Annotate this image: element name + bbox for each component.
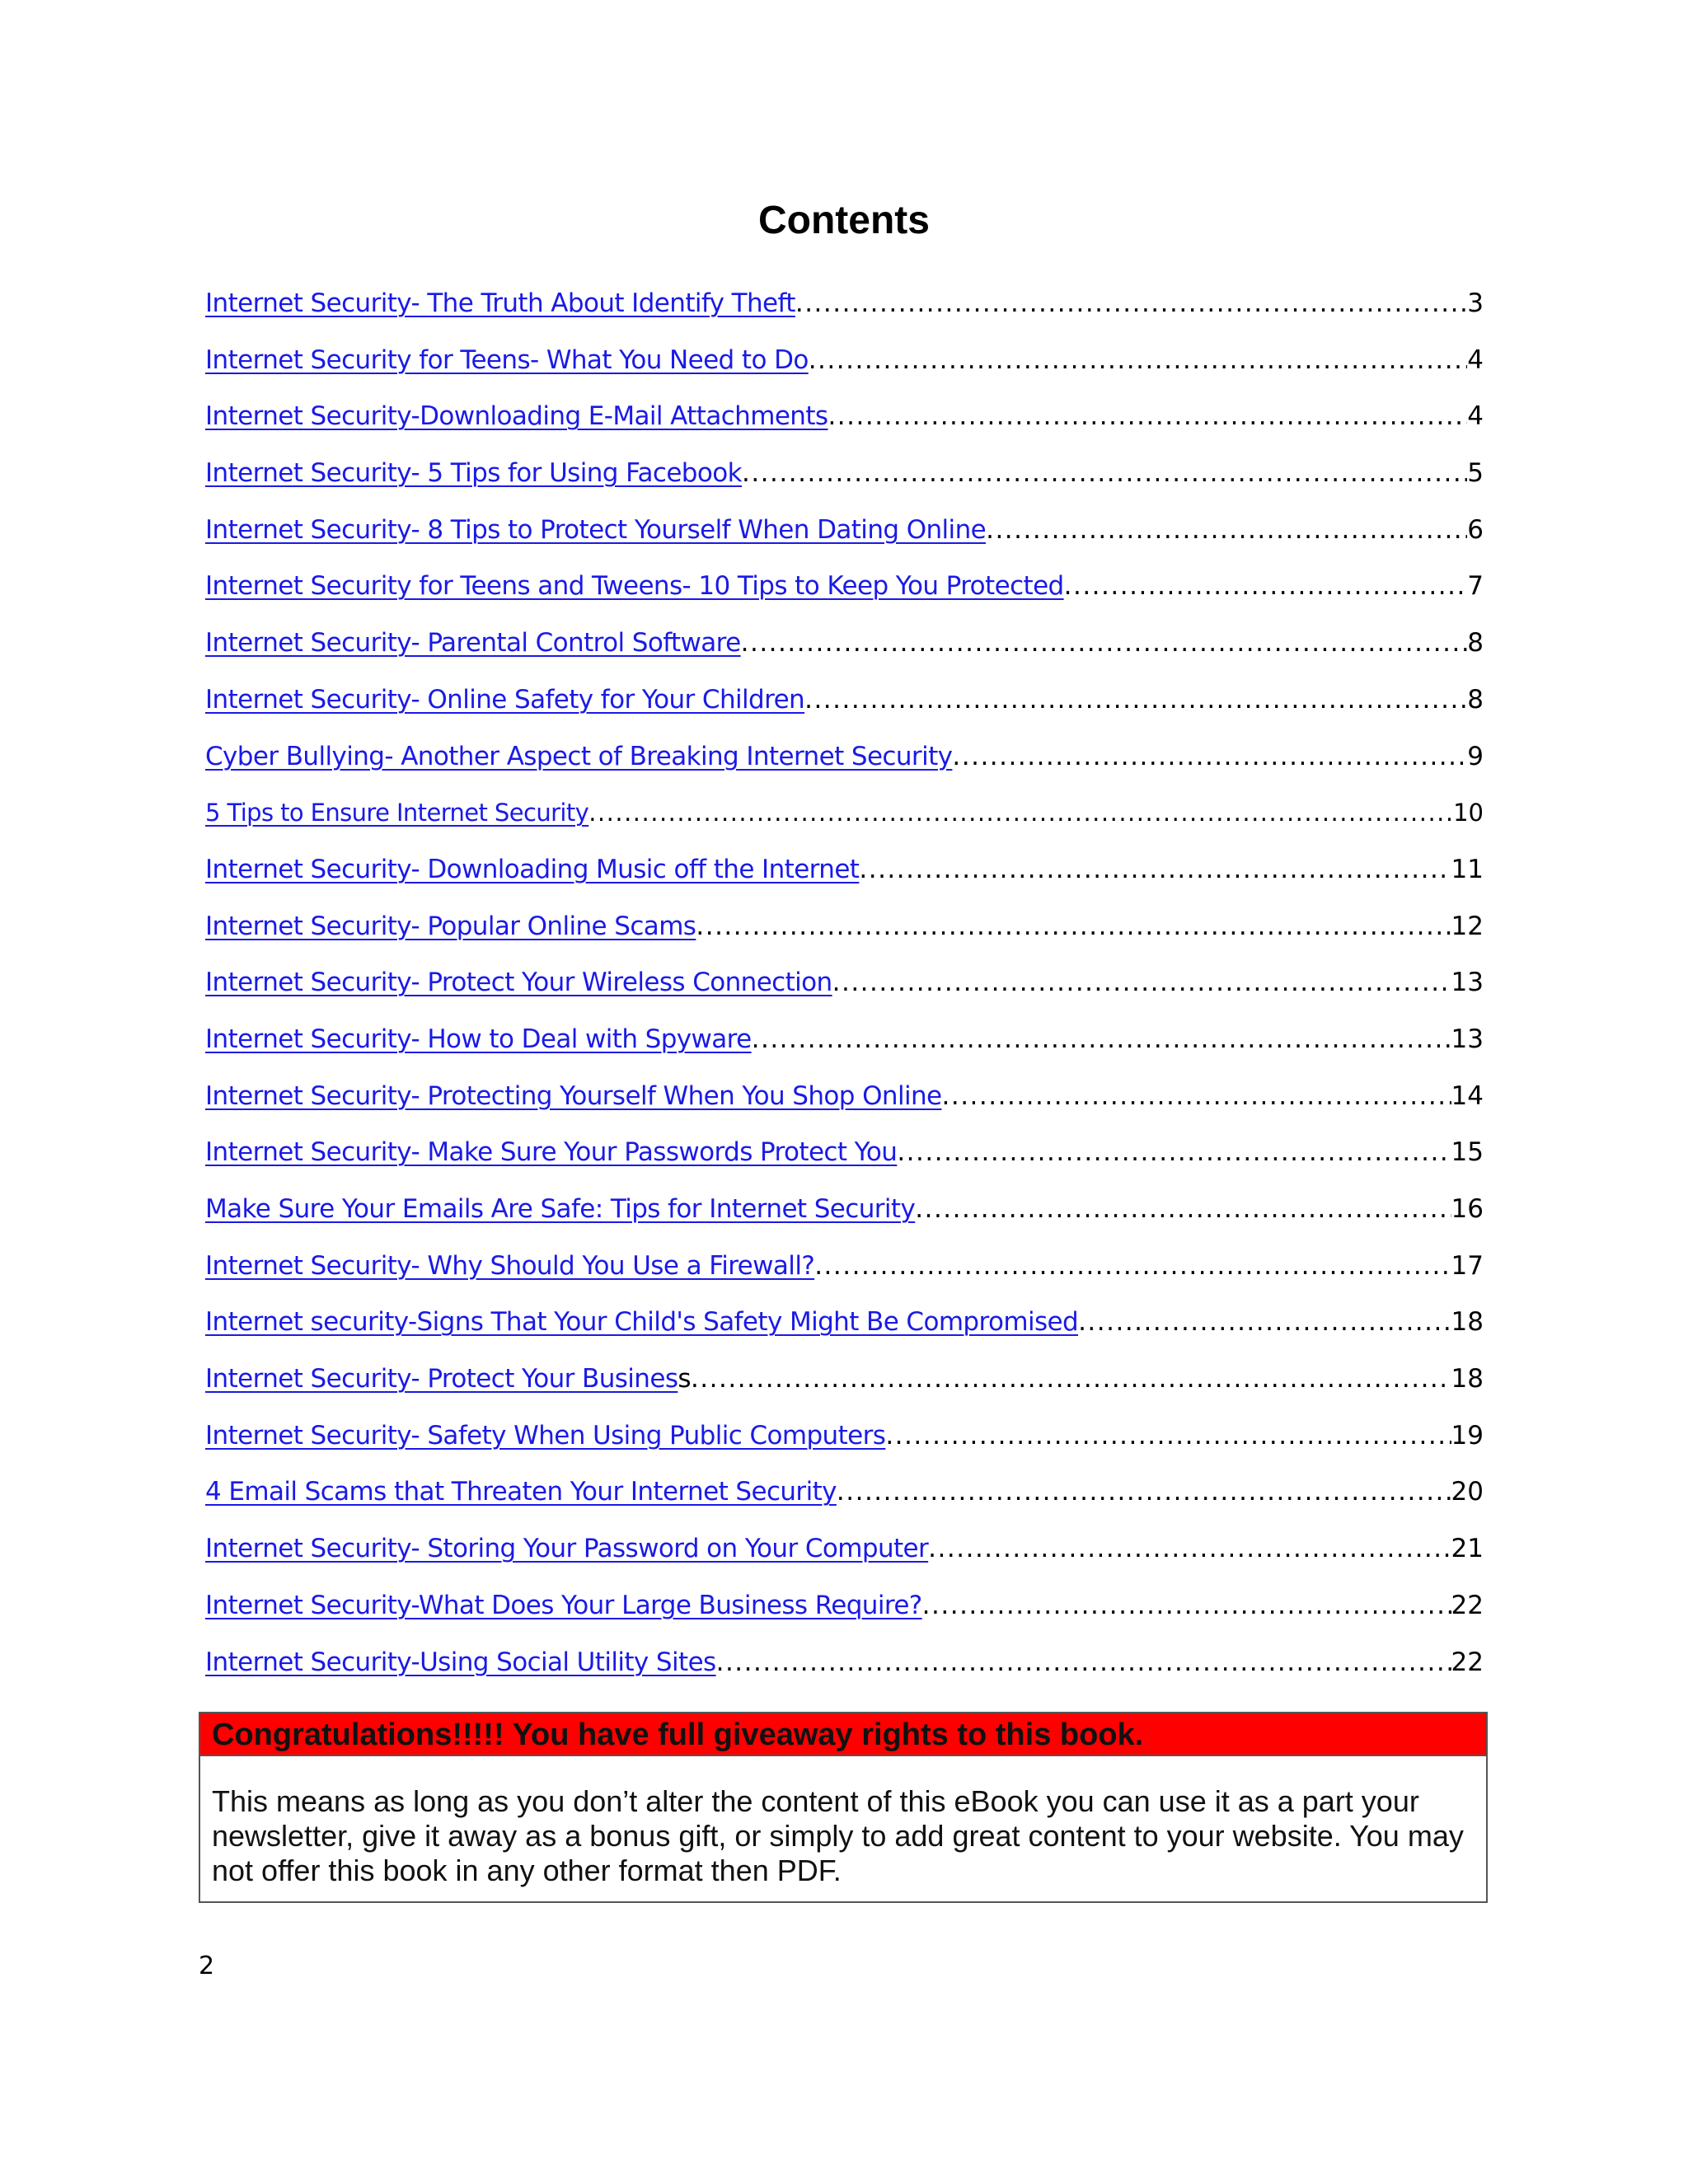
toc-entry-tail: s xyxy=(678,1364,691,1394)
table-of-contents xyxy=(199,282,1487,1697)
toc-page-number: 13 xyxy=(1451,968,1484,998)
toc-page-number: 8 xyxy=(1467,684,1484,715)
toc-entry-link[interactable]: Internet Security- Safety When Using Public Computers xyxy=(205,1420,886,1451)
toc-dot-leader xyxy=(859,848,1451,891)
toc-entry-link[interactable]: Internet Security- Protect Your Wireless Connection xyxy=(205,968,832,998)
toc-entry-link[interactable]: Internet Security- Parental Control Software xyxy=(205,628,741,658)
toc-entry-link[interactable]: Internet Security- Downloading Music off the Internet xyxy=(205,854,860,884)
toc-entry xyxy=(199,1584,1487,1641)
toc-entry-link[interactable]: Internet Security- Make Sure Your Passwords Protect You xyxy=(205,1137,898,1168)
toc-dot-leader xyxy=(588,791,1453,834)
toc-entry-link[interactable]: Cyber Bullying- Another Aspect of Breaking Internet Security xyxy=(205,741,953,771)
toc-entry-link[interactable]: Internet Security- 5 Tips for Using Facebook xyxy=(205,458,742,489)
toc-dot-leader xyxy=(1064,565,1468,607)
toc-entry-link[interactable]: Internet Security-What Does Your Large Business Require? xyxy=(205,1590,922,1620)
toc-dot-leader xyxy=(814,1244,1451,1287)
toc-entry xyxy=(199,1641,1487,1698)
toc-page-number: 14 xyxy=(1451,1080,1484,1111)
toc-page-number: 17 xyxy=(1451,1250,1484,1281)
toc-entry xyxy=(199,735,1487,792)
toc-entry-link[interactable]: Internet Security for Teens- What You Need to Do xyxy=(205,344,809,375)
toc-dot-leader xyxy=(804,678,1467,721)
toc-dot-leader xyxy=(942,1075,1451,1118)
toc-entry-link[interactable]: Make Sure Your Emails Are Safe: Tips for Internet Security xyxy=(205,1194,916,1224)
toc-entry xyxy=(199,395,1487,452)
toc-dot-leader xyxy=(716,1641,1451,1684)
toc-page-number: 13 xyxy=(1451,1024,1484,1054)
toc-entry-link[interactable]: Internet Security- Online Safety for Your Children xyxy=(205,684,805,715)
toc-dot-leader xyxy=(986,509,1467,551)
toc-page-number: 16 xyxy=(1451,1194,1484,1224)
toc-entry-link[interactable]: 5 Tips to Ensure Internet Security xyxy=(205,799,589,827)
toc-entry xyxy=(199,1301,1487,1357)
toc-page-number: 20 xyxy=(1451,1477,1484,1507)
notice-heading: Congratulations!!!!! You have full giveaway rights to this book. xyxy=(200,1713,1486,1756)
toc-page-number: 8 xyxy=(1467,628,1484,658)
toc-entry-link[interactable]: Internet Security- Why Should You Use a Firewall? xyxy=(205,1250,815,1281)
toc-dot-leader xyxy=(885,1414,1451,1457)
toc-entry xyxy=(199,1244,1487,1301)
toc-entry-link[interactable]: Internet Security-Downloading E-Mail Attachments xyxy=(205,401,828,432)
toc-entry xyxy=(199,1357,1487,1414)
toc-page-number: 15 xyxy=(1451,1137,1484,1168)
toc-entry xyxy=(199,1075,1487,1132)
toc-dot-leader xyxy=(1078,1301,1451,1343)
toc-dot-leader xyxy=(809,339,1468,382)
toc-entry-link[interactable]: Internet security-Signs That Your Child's Safety Might Be Compromised xyxy=(205,1307,1079,1338)
toc-entry-link[interactable]: Internet Security- 8 Tips to Protect Yourself When Dating Online xyxy=(205,514,987,545)
toc-page-number: 18 xyxy=(1451,1307,1484,1338)
toc-page-number: 3 xyxy=(1467,288,1484,318)
toc-page-number: 18 xyxy=(1451,1364,1484,1394)
page-number: 2 xyxy=(199,1952,215,1980)
toc-entry xyxy=(199,1131,1487,1188)
toc-entry xyxy=(199,339,1487,396)
toc-entry-link[interactable]: Internet Security- How to Deal with Spyware xyxy=(205,1024,752,1054)
toc-page-number: 5 xyxy=(1467,458,1484,489)
toc-dot-leader xyxy=(915,1188,1451,1230)
toc-entry xyxy=(199,1414,1487,1471)
toc-entry-link[interactable]: Internet Security- Storing Your Password on Your Computer xyxy=(205,1534,929,1564)
toc-page-number: 7 xyxy=(1467,571,1484,602)
page-title: Contents xyxy=(758,199,930,242)
toc-dot-leader xyxy=(922,1584,1451,1627)
giveaway-rights-notice xyxy=(199,1712,1488,1903)
toc-entry xyxy=(199,1527,1487,1584)
toc-page-number: 22 xyxy=(1451,1590,1484,1620)
toc-dot-leader xyxy=(742,452,1467,494)
toc-entry xyxy=(199,1188,1487,1244)
toc-entry xyxy=(199,1470,1487,1527)
toc-dot-leader xyxy=(795,282,1467,325)
toc-entry-link[interactable]: Internet Security- Protect Your Busines xyxy=(205,1364,678,1394)
toc-entry xyxy=(199,905,1487,962)
toc-dot-leader xyxy=(952,735,1467,778)
toc-dot-leader xyxy=(828,395,1467,438)
toc-entry xyxy=(199,509,1487,565)
toc-dot-leader xyxy=(837,1470,1451,1513)
toc-entry xyxy=(199,1018,1487,1075)
toc-entry-link[interactable]: 4 Email Scams that Threaten Your Internet Security xyxy=(205,1477,837,1507)
toc-entry xyxy=(199,282,1487,339)
toc-entry xyxy=(199,848,1487,905)
toc-entry-link[interactable]: Internet Security- Protecting Yourself When You Shop Online xyxy=(205,1080,942,1111)
toc-entry-link[interactable]: Internet Security- The Truth About Identify Theft xyxy=(205,288,795,318)
toc-dot-leader xyxy=(696,905,1451,948)
toc-dot-leader xyxy=(832,961,1451,1004)
toc-page-number: 12 xyxy=(1451,911,1484,941)
toc-page-number: 10 xyxy=(1453,799,1484,827)
toc-page-number: 19 xyxy=(1451,1420,1484,1451)
toc-entry xyxy=(199,452,1487,509)
toc-entry xyxy=(199,678,1487,735)
toc-entry xyxy=(199,791,1487,848)
toc-page-number: 6 xyxy=(1467,514,1484,545)
toc-page-number: 9 xyxy=(1467,741,1484,771)
toc-dot-leader xyxy=(928,1527,1451,1570)
toc-entry-link[interactable]: Internet Security- Popular Online Scams xyxy=(205,911,696,941)
toc-dot-leader xyxy=(741,621,1468,664)
toc-dot-leader xyxy=(897,1131,1451,1174)
notice-body: This means as long as you don’t alter the content of this eBook you can use it as a part your newsletter, give it away as a bonus gift, or simply to add great content to your website. You may not offer this book in any other format then PDF. xyxy=(212,1784,1464,1887)
toc-page-number: 11 xyxy=(1451,854,1484,884)
toc-entry-link[interactable]: Internet Security for Teens and Tweens- 10 Tips to Keep You Protected xyxy=(205,571,1064,602)
toc-page-number: 4 xyxy=(1467,401,1484,432)
toc-entry xyxy=(199,961,1487,1018)
toc-entry xyxy=(199,621,1487,678)
toc-entry xyxy=(199,565,1487,621)
toc-entry-link[interactable]: Internet Security-Using Social Utility Sites xyxy=(205,1647,716,1677)
toc-dot-leader xyxy=(752,1018,1451,1061)
toc-page-number: 4 xyxy=(1467,344,1484,375)
toc-dot-leader xyxy=(691,1357,1451,1400)
toc-page-number: 21 xyxy=(1451,1534,1484,1564)
toc-page-number: 22 xyxy=(1451,1647,1484,1677)
